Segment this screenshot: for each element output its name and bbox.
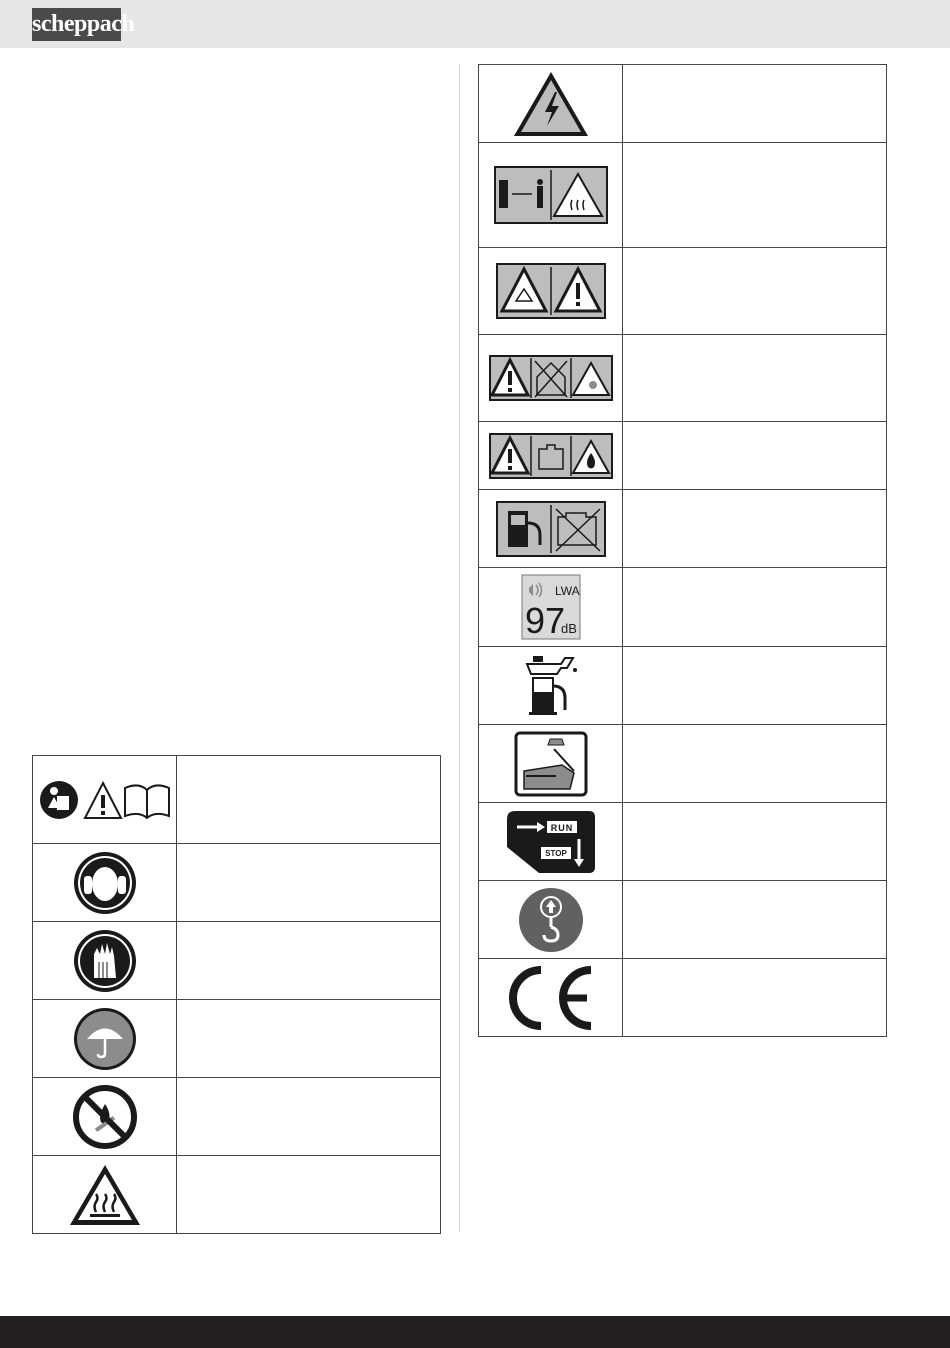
lifting-hook-icon [479,881,623,959]
row-description [623,335,887,422]
table-row [479,65,887,143]
column-divider [459,64,460,1232]
left-symbol-table [32,755,441,1234]
table-row [479,881,887,959]
row-description [623,65,887,143]
no-open-flame-icon [33,1078,177,1156]
run-label: RUN [550,822,573,833]
keep-dry-umbrella-icon [33,1000,177,1078]
electric-shock-warning-icon [479,248,623,335]
row-description [623,143,887,248]
table-row [479,248,887,335]
row-description [177,844,441,922]
row-description [177,1078,441,1156]
table-row [33,1078,441,1156]
no-indoor-use-exhaust-icon [479,335,623,422]
run-stop-switch-icon [479,803,623,881]
row-description [623,568,887,647]
db-unit: dB [560,621,577,636]
lwa-label: LWA [554,584,580,598]
row-description [177,922,441,1000]
oil-and-fuel-icon [479,647,623,725]
footer-band [0,1316,950,1348]
oil-fill-level-icon [479,725,623,803]
stop-label: STOP [544,848,567,858]
row-description [623,248,887,335]
table-row [33,844,441,922]
row-description [177,1156,441,1234]
row-description [177,756,441,844]
header-band [0,0,950,48]
row-description [623,647,887,725]
protective-gloves-icon [33,922,177,1000]
table-row [479,647,887,725]
row-description [177,1000,441,1078]
row-description [623,959,887,1037]
table-row [479,143,887,248]
hot-surface-warning-icon [33,1156,177,1234]
no-refuel-running-engine-icon [479,490,623,568]
brand-logo: scheppach [32,8,121,41]
ce-mark-icon [479,959,623,1037]
table-row [479,725,887,803]
engine-fire-warning-icon [479,422,623,490]
row-description [623,881,887,959]
db-value: 97 [524,600,565,640]
table-row [479,335,887,422]
sound-power-level-icon [479,568,623,647]
table-row [479,568,887,647]
table-row [479,803,887,881]
row-description [623,490,887,568]
right-symbol-table [478,64,887,1037]
row-description [623,422,887,490]
row-description [623,725,887,803]
table-row [33,1000,441,1078]
table-row [33,1156,441,1234]
high-voltage-warning-icon [479,65,623,143]
table-row [479,422,887,490]
table-row [33,756,441,844]
read-manual-icon [33,756,177,844]
row-description [623,803,887,881]
table-row [479,959,887,1037]
table-row [479,490,887,568]
safe-distance-hot-surface-icon [479,143,623,248]
table-row [33,922,441,1000]
ear-protection-icon [33,844,177,922]
